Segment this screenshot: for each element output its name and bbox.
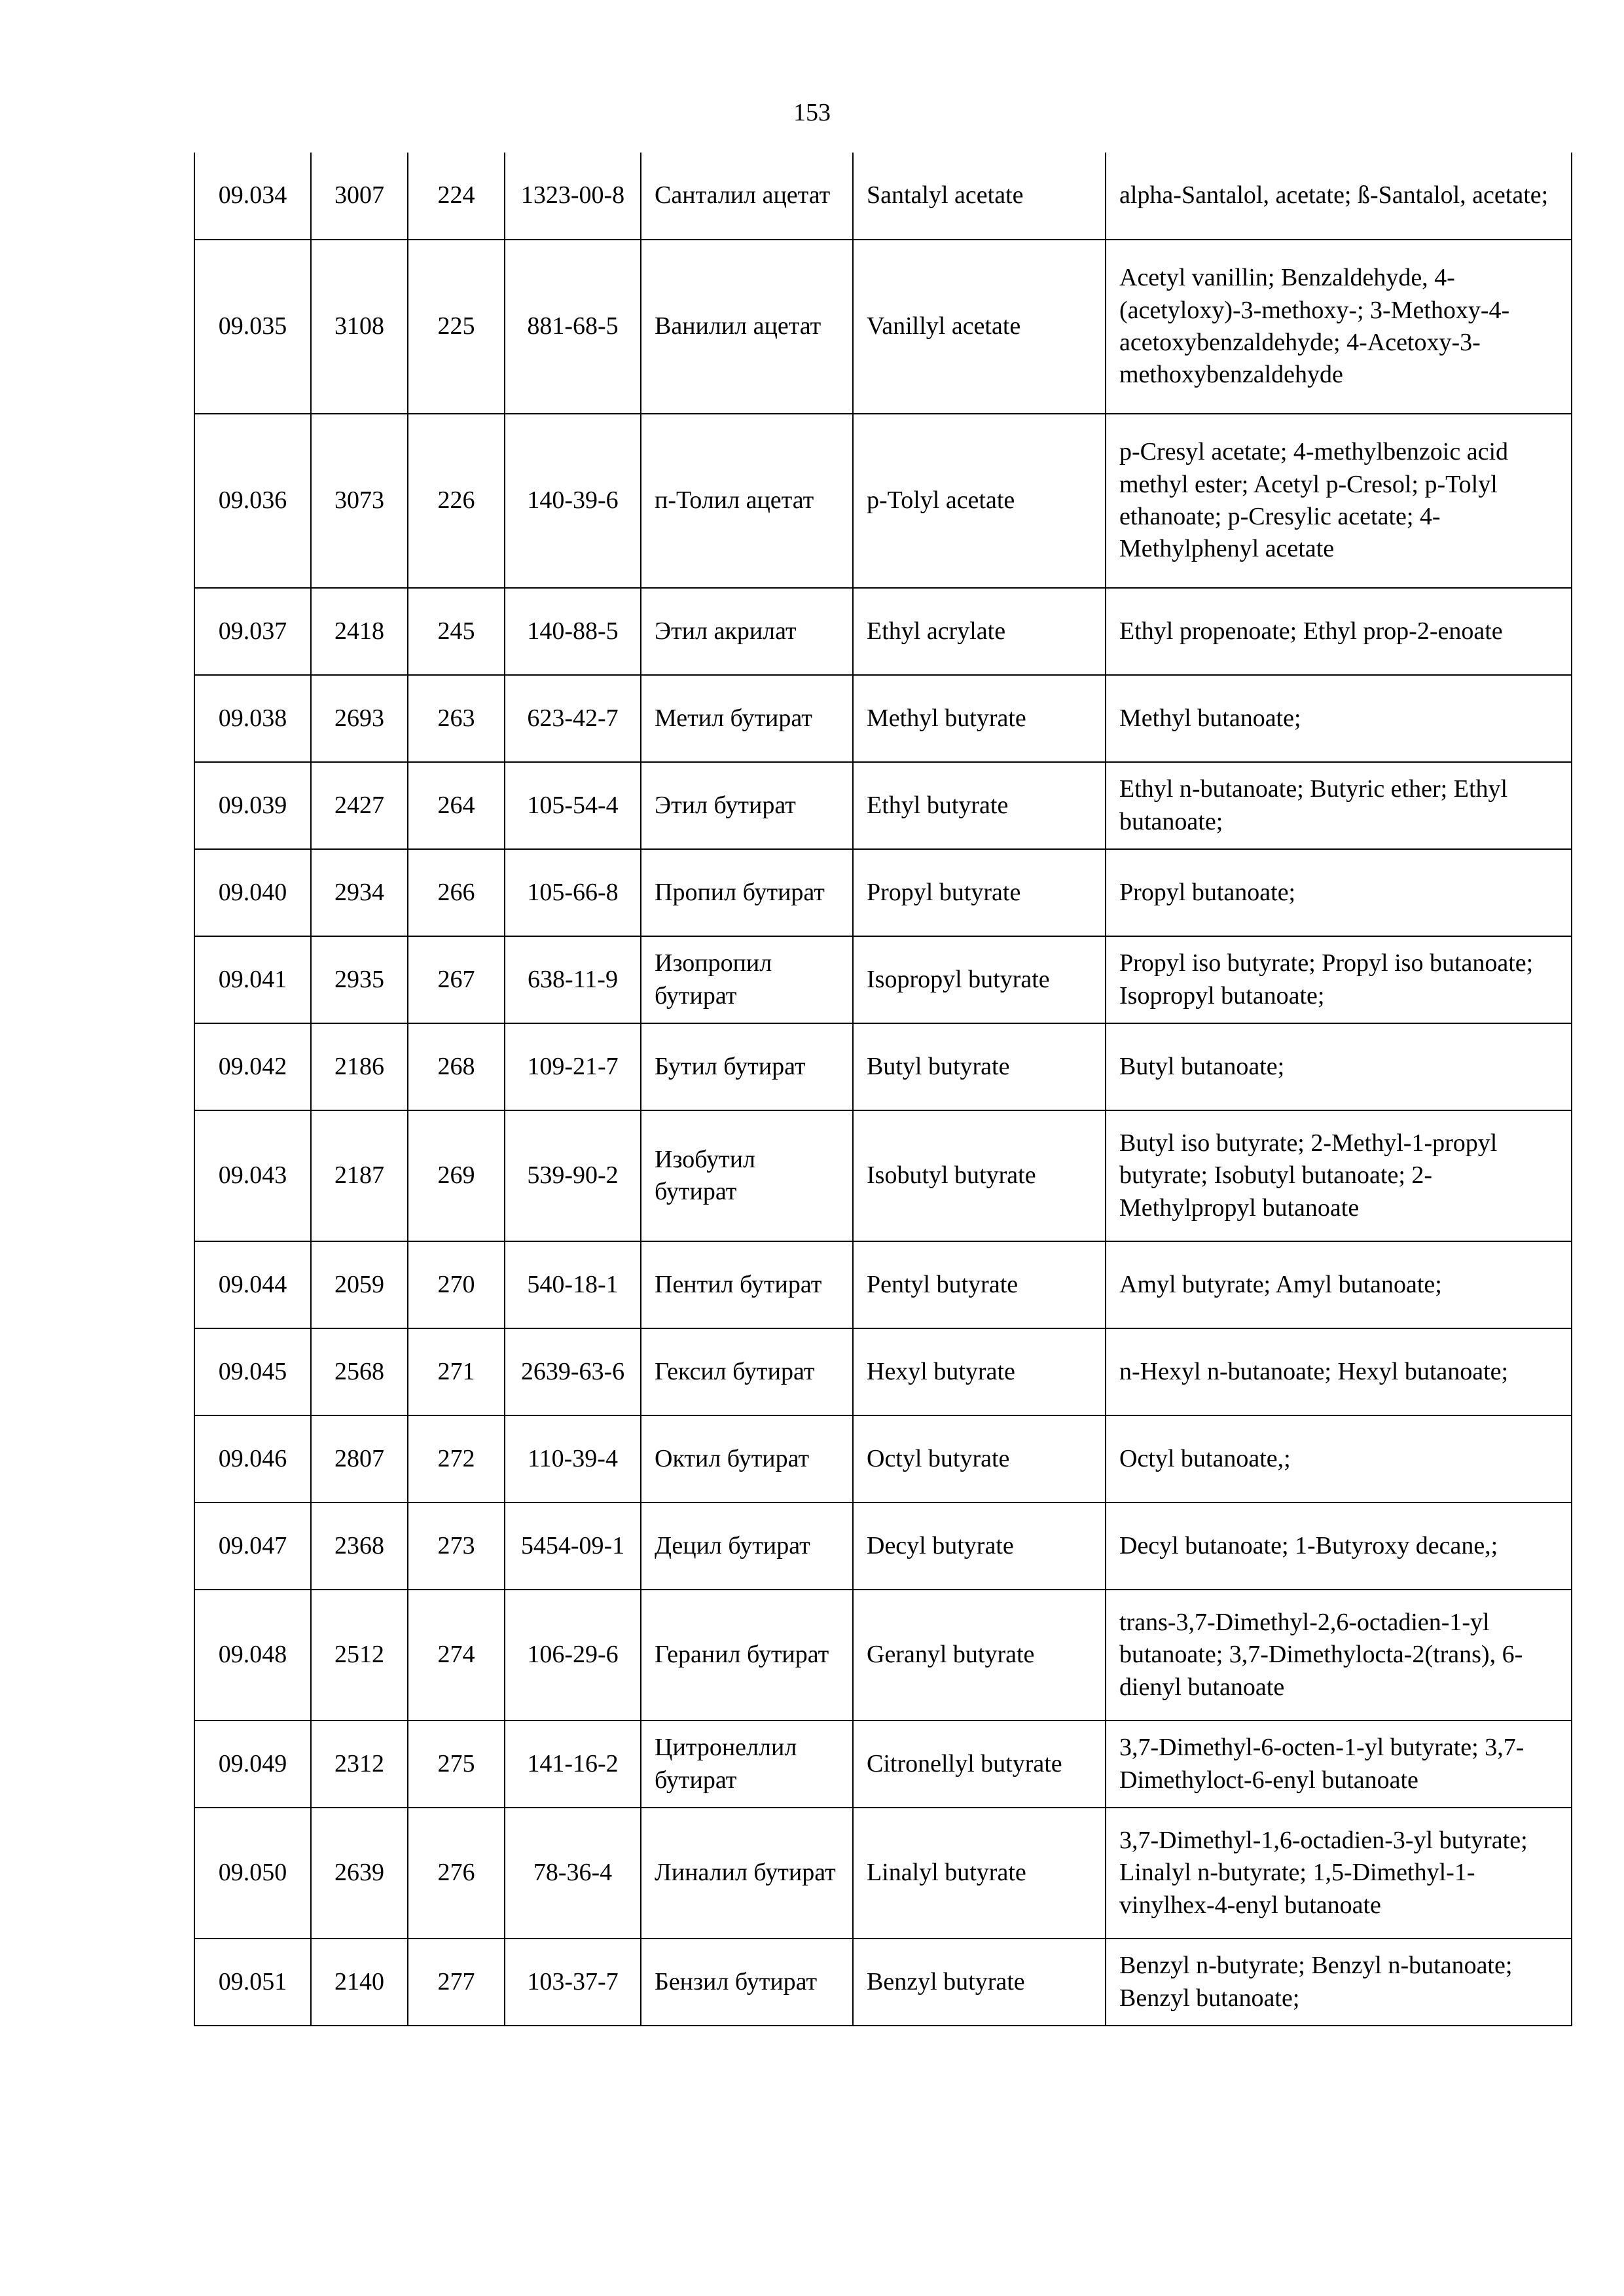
cell-coe-number: 270 [408,1241,505,1328]
cell-fema-number: 3108 [311,240,408,414]
cell-cas-number: 140-88-5 [505,588,641,675]
cell-name-english: Methyl butyrate [853,675,1106,762]
table-row [194,153,1572,240]
cell-fema-number: 2312 [311,1721,408,1808]
table-row [194,1328,1572,1415]
cell-synonyms: Butyl iso butyrate; 2-Methyl-1-propyl butyrate; Isobutyl butanoate; 2-Methylpropyl butanoate [1106,1110,1572,1241]
cell-synonyms: 3,7-Dimethyl-6-octen-1-yl butyrate; 3,7-Dimethyloct-6-enyl butanoate [1106,1721,1572,1808]
cell-name-russian: Пропил бутират [641,849,853,936]
cell-fl-number: 09.042 [194,1023,311,1110]
cell-name-english: Decyl butyrate [853,1503,1106,1590]
cell-coe-number: 245 [408,588,505,675]
cell-fl-number: 09.043 [194,1110,311,1241]
cell-synonyms: Methyl butanoate; [1106,675,1572,762]
cell-fema-number: 2418 [311,588,408,675]
cell-name-english: Santalyl acetate [853,153,1106,240]
cell-name-russian: Октил бутират [641,1415,853,1503]
cell-fl-number: 09.049 [194,1721,311,1808]
cell-name-english: Isobutyl butyrate [853,1110,1106,1241]
cell-fema-number: 2427 [311,762,408,849]
cell-name-english: Isopropyl butyrate [853,936,1106,1023]
cell-name-english: Butyl butyrate [853,1023,1106,1110]
cell-name-english: Benzyl butyrate [853,1939,1106,2026]
cell-fema-number: 2187 [311,1110,408,1241]
cell-cas-number: 623-42-7 [505,675,641,762]
table-row [194,1939,1572,2026]
cell-synonyms: Butyl butanoate; [1106,1023,1572,1110]
cell-name-english: Pentyl butyrate [853,1241,1106,1328]
table-row [194,1721,1572,1808]
cell-coe-number: 267 [408,936,505,1023]
cell-fl-number: 09.050 [194,1808,311,1939]
cell-name-russian: Децил бутират [641,1503,853,1590]
cell-fl-number: 09.039 [194,762,311,849]
cell-fema-number: 2512 [311,1590,408,1721]
cell-name-english: Propyl butyrate [853,849,1106,936]
cell-name-russian: Гексил бутират [641,1328,853,1415]
cell-cas-number: 2639-63-6 [505,1328,641,1415]
cell-fl-number: 09.051 [194,1939,311,2026]
cell-fl-number: 09.036 [194,414,311,588]
cell-fema-number: 2568 [311,1328,408,1415]
cell-coe-number: 271 [408,1328,505,1415]
cell-name-english: Hexyl butyrate [853,1328,1106,1415]
table-row [194,849,1572,936]
cell-coe-number: 264 [408,762,505,849]
cell-name-russian: Этил бутират [641,762,853,849]
cell-fl-number: 09.040 [194,849,311,936]
table-body [194,153,1572,2026]
cell-fema-number: 2639 [311,1808,408,1939]
cell-coe-number: 273 [408,1503,505,1590]
cell-coe-number: 276 [408,1808,505,1939]
cell-name-english: Ethyl acrylate [853,588,1106,675]
table-row [194,240,1572,414]
cell-name-english: Geranyl butyrate [853,1590,1106,1721]
cell-synonyms: Benzyl n-butyrate; Benzyl n-butanoate; Benzyl butanoate; [1106,1939,1572,2026]
cell-fema-number: 2059 [311,1241,408,1328]
cell-coe-number: 274 [408,1590,505,1721]
cell-synonyms: Ethyl n-butanoate; Butyric ether; Ethyl butanoate; [1106,762,1572,849]
table-row [194,762,1572,849]
cell-coe-number: 272 [408,1415,505,1503]
cell-name-russian: Этил акрилат [641,588,853,675]
cell-name-russian: Геранил бутират [641,1590,853,1721]
cell-cas-number: 140-39-6 [505,414,641,588]
cell-fema-number: 2368 [311,1503,408,1590]
table-row [194,1808,1572,1939]
cell-synonyms: alpha-Santalol, acetate; ß-Santalol, acetate; [1106,153,1572,240]
cell-fl-number: 09.046 [194,1415,311,1503]
cell-name-english: p-Tolyl acetate [853,414,1106,588]
cell-cas-number: 5454-09-1 [505,1503,641,1590]
cell-cas-number: 78-36-4 [505,1808,641,1939]
cell-synonyms: Decyl butanoate; 1-Butyroxy decane,; [1106,1503,1572,1590]
cell-fema-number: 2140 [311,1939,408,2026]
cell-fema-number: 2693 [311,675,408,762]
table-row [194,1023,1572,1110]
cell-coe-number: 269 [408,1110,505,1241]
cell-cas-number: 539-90-2 [505,1110,641,1241]
cell-synonyms: Propyl butanoate; [1106,849,1572,936]
cell-name-english: Linalyl butyrate [853,1808,1106,1939]
cell-cas-number: 105-66-8 [505,849,641,936]
cell-fema-number: 2186 [311,1023,408,1110]
cell-name-russian: Цитронеллил бутират [641,1721,853,1808]
table-row [194,1110,1572,1241]
cell-name-russian: Санталил ацетат [641,153,853,240]
cell-fema-number: 3073 [311,414,408,588]
cell-name-russian: Изопропил бутират [641,936,853,1023]
cell-fl-number: 09.038 [194,675,311,762]
cell-name-russian: Линалил бутират [641,1808,853,1939]
cell-name-russian: Изобутил бутират [641,1110,853,1241]
cell-fl-number: 09.048 [194,1590,311,1721]
table-row [194,1415,1572,1503]
cell-synonyms: n-Hexyl n-butanoate; Hexyl butanoate; [1106,1328,1572,1415]
cell-fl-number: 09.045 [194,1328,311,1415]
cell-name-russian: Бутил бутират [641,1023,853,1110]
table-row [194,414,1572,588]
cell-cas-number: 106-29-6 [505,1590,641,1721]
cell-synonyms: trans-3,7-Dimethyl-2,6-octadien-1-yl butanoate; 3,7-Dimethylocta-2(trans), 6-dienyl butanoate [1106,1590,1572,1721]
cell-name-russian: Бензил бутират [641,1939,853,2026]
cell-fema-number: 2807 [311,1415,408,1503]
cell-cas-number: 109-21-7 [505,1023,641,1110]
cell-synonyms: Propyl iso butyrate; Propyl iso butanoate; Isopropyl butanoate; [1106,936,1572,1023]
cell-synonyms: Octyl butanoate,; [1106,1415,1572,1503]
cell-cas-number: 881-68-5 [505,240,641,414]
cell-synonyms: 3,7-Dimethyl-1,6-octadien-3-yl butyrate; Linalyl n-butyrate; 1,5-Dimethyl-1-vinylhex-4-enyl butanoate [1106,1808,1572,1939]
cell-coe-number: 266 [408,849,505,936]
cell-coe-number: 277 [408,1939,505,2026]
cell-fema-number: 2935 [311,936,408,1023]
substances-table [194,153,1572,2026]
cell-coe-number: 225 [408,240,505,414]
cell-name-russian: Метил бутират [641,675,853,762]
cell-name-english: Ethyl butyrate [853,762,1106,849]
cell-coe-number: 268 [408,1023,505,1110]
table-row [194,1503,1572,1590]
cell-fl-number: 09.037 [194,588,311,675]
cell-cas-number: 105-54-4 [505,762,641,849]
cell-coe-number: 263 [408,675,505,762]
cell-fl-number: 09.035 [194,240,311,414]
cell-cas-number: 110-39-4 [505,1415,641,1503]
cell-fema-number: 3007 [311,153,408,240]
cell-cas-number: 540-18-1 [505,1241,641,1328]
cell-synonyms: Acetyl vanillin; Benzaldehyde, 4-(acetyloxy)-3-methoxy-; 3-Methoxy-4-acetoxybenzaldehyde; 4-Acetoxy-3-methoxybenzaldehyde [1106,240,1572,414]
cell-name-russian: Ванилил ацетат [641,240,853,414]
table-row [194,1590,1572,1721]
table-row [194,588,1572,675]
table-row [194,675,1572,762]
cell-name-russian: Пентил бутират [641,1241,853,1328]
cell-cas-number: 141-16-2 [505,1721,641,1808]
page-number: 153 [793,99,831,126]
cell-fl-number: 09.044 [194,1241,311,1328]
cell-coe-number: 275 [408,1721,505,1808]
cell-fema-number: 2934 [311,849,408,936]
cell-coe-number: 224 [408,153,505,240]
cell-fl-number: 09.047 [194,1503,311,1590]
cell-fl-number: 09.041 [194,936,311,1023]
cell-synonyms: Ethyl propenoate; Ethyl prop-2-enoate [1106,588,1572,675]
cell-name-russian: п-Толил ацетат [641,414,853,588]
cell-cas-number: 1323-00-8 [505,153,641,240]
cell-name-english: Vanillyl acetate [853,240,1106,414]
cell-cas-number: 638-11-9 [505,936,641,1023]
cell-name-english: Octyl butyrate [853,1415,1106,1503]
cell-synonyms: p-Cresyl acetate; 4-methylbenzoic acid methyl ester; Acetyl p-Cresol; p-Tolyl ethanoate; p-Cresylic acetate; 4-Methylphenyl acetate [1106,414,1572,588]
cell-coe-number: 226 [408,414,505,588]
cell-cas-number: 103-37-7 [505,1939,641,2026]
table-row [194,1241,1572,1328]
table-row [194,936,1572,1023]
cell-fl-number: 09.034 [194,153,311,240]
cell-name-english: Citronellyl butyrate [853,1721,1106,1808]
cell-synonyms: Amyl butyrate; Amyl butanoate; [1106,1241,1572,1328]
